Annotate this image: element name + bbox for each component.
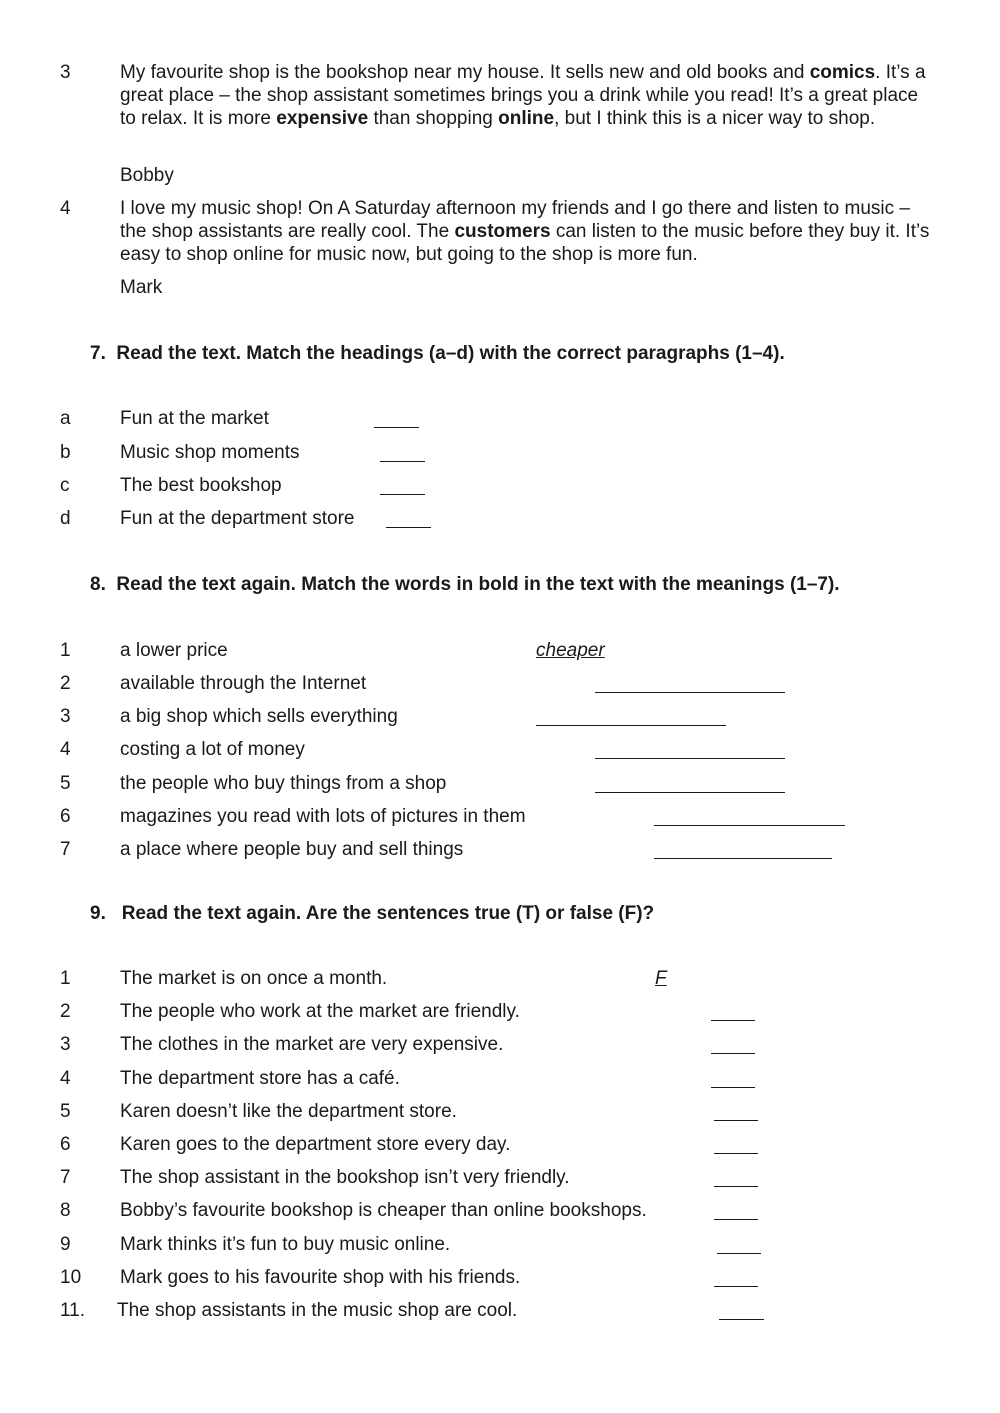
- bold-word: comics: [809, 62, 876, 83]
- answer-blank[interactable]: [719, 1319, 764, 1320]
- answer-blank[interactable]: [714, 1153, 758, 1154]
- statement-text: Mark goes to his favourite shop with his friends.: [120, 1267, 521, 1288]
- meaning-text: available through the Internet: [120, 673, 367, 694]
- answer-blank[interactable]: [380, 494, 425, 495]
- answer-blank[interactable]: [711, 1020, 755, 1021]
- exercise-7-heading: 7. Read the text. Match the headings (a–d) with the correct paragraphs (1–4).: [90, 343, 785, 364]
- statement-text: Karen doesn’t like the department store.: [120, 1101, 457, 1122]
- statement-text: The people who work at the market are friendly.: [120, 1001, 520, 1022]
- answer-blank[interactable]: [536, 725, 726, 726]
- item-number: 11.: [60, 1300, 86, 1321]
- item-number: 5: [60, 1101, 71, 1122]
- statement-text: Karen goes to the department store every day.: [120, 1134, 511, 1155]
- item-number: 9: [60, 1234, 71, 1255]
- answer-blank[interactable]: [595, 758, 785, 759]
- item-letter: b: [60, 442, 71, 463]
- answer-blank[interactable]: [595, 692, 785, 693]
- answer-blank[interactable]: [386, 527, 431, 528]
- item-number: 8: [60, 1200, 71, 1221]
- answer-blank[interactable]: [654, 858, 832, 859]
- item-number: 2: [60, 673, 71, 694]
- statement-text: The shop assistant in the bookshop isn’t very friendly.: [120, 1167, 570, 1188]
- item-number: 1: [60, 640, 71, 661]
- item-number: 3: [60, 1034, 71, 1055]
- answer-blank[interactable]: [711, 1087, 755, 1088]
- heading-option: Music shop moments: [120, 442, 300, 463]
- answer-blank[interactable]: [595, 792, 785, 793]
- statement-text: Mark thinks it’s fun to buy music online.: [120, 1234, 451, 1255]
- example-answer: cheaper: [536, 640, 605, 661]
- example-answer: F: [655, 968, 667, 989]
- paragraph-text: I love my music shop! On A Saturday afternoon my friends and I go there and listen to music – the shop assistants are really cool. The customers can listen to the music before they buy it. It’s easy to shop online for music now, but going to the shop is more fun.: [120, 198, 930, 265]
- item-number: 1: [60, 968, 71, 989]
- item-number: 7: [60, 1167, 71, 1188]
- meaning-text: costing a lot of money: [120, 739, 305, 760]
- statement-text: Bobby’s favourite bookshop is cheaper than online bookshops.: [120, 1200, 647, 1221]
- item-letter: a: [60, 408, 71, 429]
- item-number: 5: [60, 773, 71, 794]
- paragraph-author: Bobby: [120, 165, 174, 186]
- paragraph-number: 4: [60, 198, 71, 219]
- answer-blank[interactable]: [717, 1253, 761, 1254]
- item-number: 2: [60, 1001, 71, 1022]
- item-number: 3: [60, 706, 71, 727]
- item-number: 7: [60, 839, 71, 860]
- statement-text: The shop assistants in the music shop are cool.: [117, 1300, 518, 1321]
- heading-option: Fun at the department store: [120, 508, 355, 529]
- answer-blank[interactable]: [711, 1053, 755, 1054]
- answer-blank[interactable]: [714, 1286, 758, 1287]
- paragraph-author: Mark: [120, 277, 163, 298]
- item-number: 6: [60, 1134, 71, 1155]
- bold-word: customers: [454, 221, 551, 242]
- answer-blank[interactable]: [714, 1186, 758, 1187]
- heading-option: Fun at the market: [120, 408, 269, 429]
- heading-option: The best bookshop: [120, 475, 282, 496]
- statement-text: The department store has a café.: [120, 1068, 400, 1089]
- paragraph-text: My favourite shop is the bookshop near my house. It sells new and old books and comics. It’s a great place – the shop assistant sometimes brings you a drink while you read! It’s a great place to relax. It is more expensive than shopping online, but I think this is a nicer way to shop.: [120, 62, 926, 129]
- item-letter: d: [60, 508, 71, 529]
- bold-word: expensive: [276, 108, 369, 129]
- exercise-8-heading: 8. Read the text again. Match the words in bold in the text with the meanings (1–7).: [90, 574, 840, 595]
- answer-blank[interactable]: [654, 825, 845, 826]
- meaning-text: the people who buy things from a shop: [120, 773, 447, 794]
- statement-text: The market is on once a month.: [120, 968, 388, 989]
- bold-word: online: [498, 108, 555, 129]
- item-number: 10: [60, 1267, 82, 1288]
- item-letter: c: [60, 475, 70, 496]
- answer-blank[interactable]: [714, 1219, 758, 1220]
- answer-blank[interactable]: [380, 461, 425, 462]
- item-number: 6: [60, 806, 71, 827]
- meaning-text: a lower price: [120, 640, 228, 661]
- meaning-text: magazines you read with lots of pictures in them: [120, 806, 526, 827]
- statement-text: The clothes in the market are very expensive.: [120, 1034, 504, 1055]
- meaning-text: a big shop which sells everything: [120, 706, 398, 727]
- answer-blank[interactable]: [714, 1120, 758, 1121]
- exercise-9-heading: 9. Read the text again. Are the sentences true (T) or false (F)?: [90, 903, 655, 924]
- meaning-text: a place where people buy and sell things: [120, 839, 464, 860]
- answer-blank[interactable]: [374, 427, 419, 428]
- item-number: 4: [60, 739, 71, 760]
- item-number: 4: [60, 1068, 71, 1089]
- paragraph-number: 3: [60, 62, 71, 83]
